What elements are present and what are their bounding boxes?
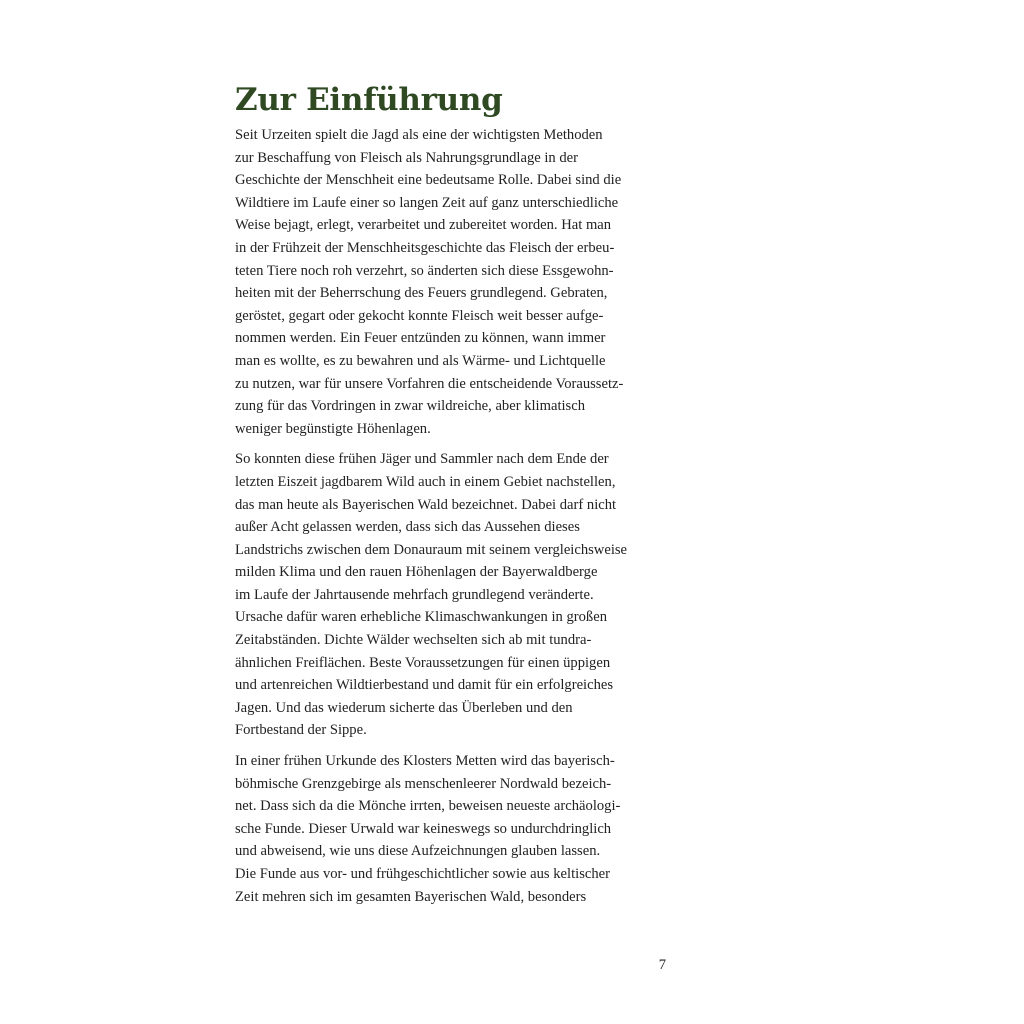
text-line: nommen werden. Ein Feuer entzünden zu können, wann immer <box>235 330 606 347</box>
text-line: letzten Eiszeit jagdbarem Wild auch in einem Gebiet nachstellen, <box>235 473 616 490</box>
text-line: ähnlichen Freiflächen. Beste Voraussetzungen für einen üppigen <box>235 654 611 671</box>
text-line: Die Funde aus vor- und frühgeschichtlicher sowie aus keltischer <box>235 866 610 882</box>
text-line: teten Tiere noch roh verzehrt, so änderten sich diese Essgewohn- <box>235 262 614 279</box>
text-line: Fortbestand der Sippe. <box>235 722 367 739</box>
text-line: weniger begünstigte Höhenlagen. <box>235 420 431 437</box>
text-line: Wildtiere im Laufe einer so langen Zeit auf ganz unterschiedliche <box>235 194 619 211</box>
text-line: net. Dass sich da die Mönche irrten, beweisen neueste archäologi- <box>235 798 621 815</box>
paragraph-1 <box>235 124 675 440</box>
chapter-title: Zur Einführung <box>235 82 503 118</box>
text-line: heiten mit der Beherrschung des Feuers grundlegend. Gebraten, <box>235 285 608 302</box>
text-line: zung für das Vordringen in zwar wildreiche, aber klimatisch <box>235 398 586 415</box>
text-line: In einer frühen Urkunde des Klosters Metten wird das bayerisch- <box>235 753 615 770</box>
paragraph-3 <box>235 750 675 908</box>
text-line: sche Funde. Dieser Urwald war keineswegs so undurchdringlich <box>235 820 612 837</box>
text-line: milden Klima und den rauen Höhenlagen der Bayerwaldberge <box>235 564 598 581</box>
text-line: und abweisend, wie uns diese Aufzeichnungen glauben lassen. <box>235 843 601 860</box>
text-line: So konnten diese frühen Jäger und Sammler nach dem Ende der <box>235 451 609 468</box>
text-line: Ursache dafür waren erhebliche Klimaschwankungen in großen <box>235 609 607 626</box>
text-line: geröstet, gegart oder gekocht konnte Fleisch weit besser aufge- <box>235 307 604 324</box>
text-line: Landstrichs zwischen dem Donauraum mit seinem vergleichsweise <box>235 541 628 558</box>
text-line: Zeitabständen. Dichte Wälder wechselten sich ab mit tundra- <box>235 632 592 649</box>
text-line: im Laufe der Jahrtausende mehrfach grundlegend veränderte. <box>235 586 594 603</box>
text-line: man es wollte, es zu bewahren und als Wärme- und Lichtquelle <box>235 352 606 369</box>
text-line: Geschichte der Menschheit eine bedeutsame Rolle. Dabei sind die <box>235 172 622 189</box>
body-text <box>235 124 675 916</box>
text-line: Zeit mehren sich im gesamten Bayerischen Wald, besonders <box>235 888 587 905</box>
text-line: Weise bejagt, erlegt, verarbeitet und zubereitet worden. Hat man <box>235 217 612 234</box>
text-line: zur Beschaffung von Fleisch als Nahrungsgrundlage in der <box>235 149 579 166</box>
text-line: zu nutzen, war für unsere Vorfahren die entscheidende Voraussetz- <box>235 375 624 392</box>
text-line: Jagen. Und das wiederum sicherte das Überleben und den <box>235 699 573 716</box>
text-line: böhmische Grenzgebirge als menschenleerer Nordwald bezeich- <box>235 775 612 792</box>
text-line: außer Acht gelassen werden, dass sich das Aussehen dieses <box>235 519 580 536</box>
text-line: in der Frühzeit der Menschheitsgeschichte das Fleisch der erbeu- <box>235 239 615 256</box>
paragraph-2 <box>235 448 675 742</box>
page-number: 7 <box>658 957 666 973</box>
text-line: das man heute als Bayerischen Wald bezeichnet. Dabei darf nicht <box>235 496 617 513</box>
text-line: und artenreichen Wildtierbestand und damit für ein erfolgreiches <box>235 677 614 694</box>
text-line: Seit Urzeiten spielt die Jagd als eine der wichtigsten Methoden <box>235 127 603 143</box>
